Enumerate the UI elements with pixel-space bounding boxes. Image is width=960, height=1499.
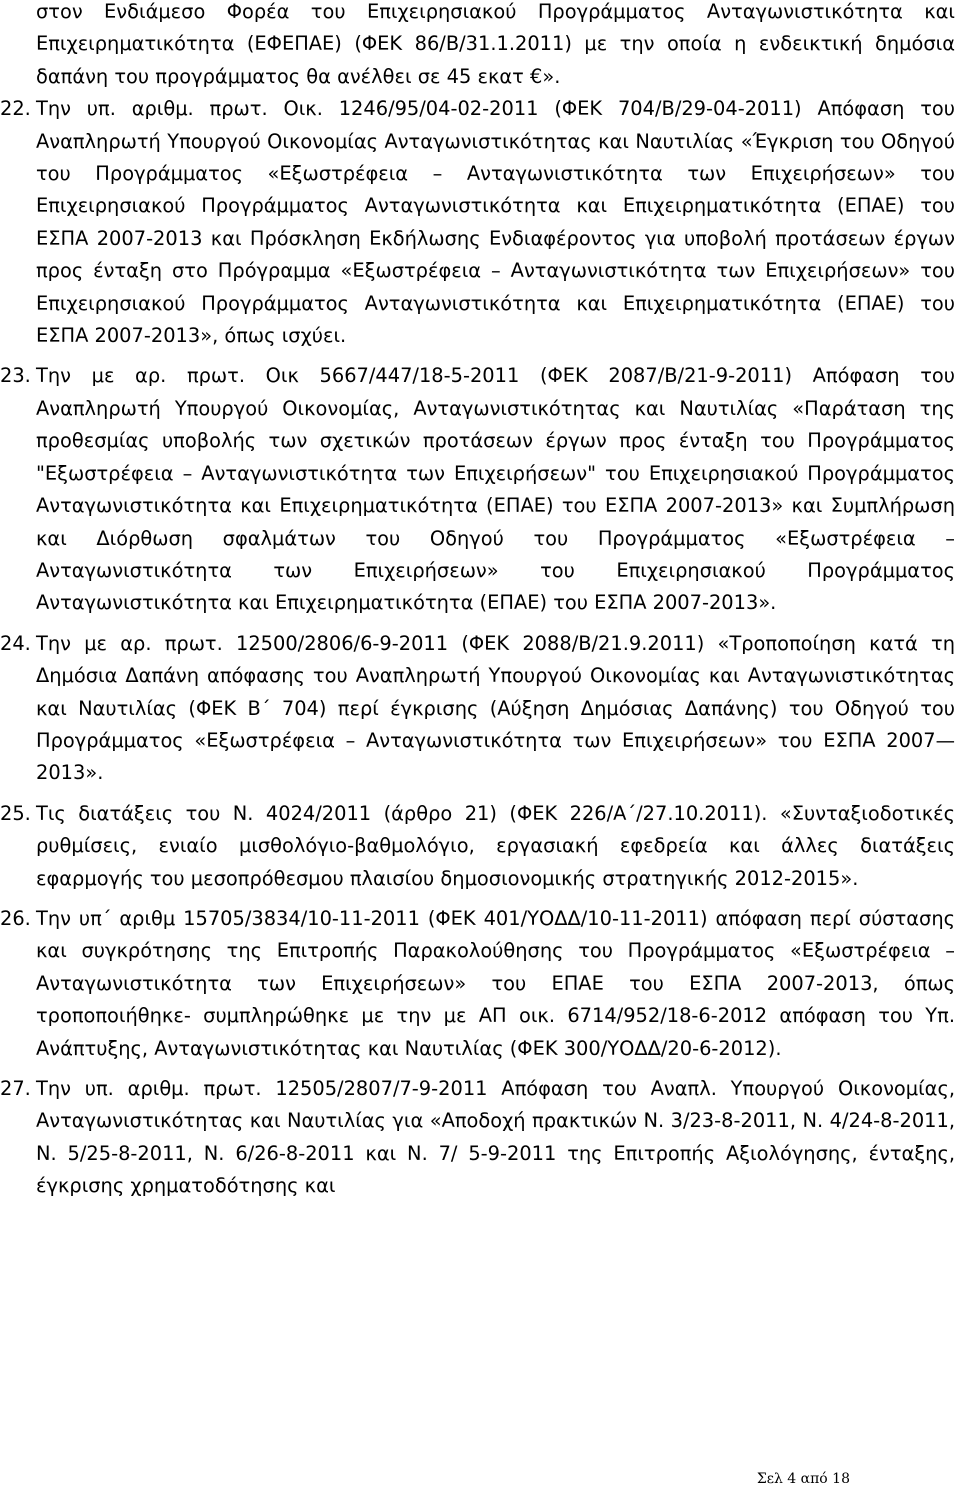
item-number: 25. xyxy=(0,801,31,825)
list-item-25 xyxy=(0,798,955,895)
item-number: 22. xyxy=(0,97,31,121)
page-number-footer: Σελ 4 από 18 xyxy=(756,1471,850,1487)
list-item-24 xyxy=(0,628,955,790)
item-text: Την υπ. αριθμ. πρωτ. Οικ. 1246/95/04-02-2011 (ΦΕΚ 704/Β/29-04-2011) Απόφαση του Αναπληρωτή Υπουργού Οικονομίας Ανταγωνιστικότητας και Ναυτιλίας «Έγκριση του Οδηγού του Προγράμματος «Εξωστρέφεια – Ανταγωνιστικότητα των Επιχειρήσεων» του Επιχειρησιακού Προγράμματος Ανταγωνιστικότητα και Επιχειρηματικότητα (ΕΠΑΕ) του ΕΣΠΑ 2007-2013 και Πρόσκληση Εκδήλωσης Ενδιαφέροντος για υποβολή προτάσεων έργων προς ένταξη στο Πρόγραμμα «Εξωστρέφεια – Ανταγωνιστικότητα των Επιχειρήσεων» του Επιχειρησιακού Προγράμματος Ανταγωνιστικότητα και Επιχειρηματικότητα (ΕΠΑΕ) του ΕΣΠΑ 2007-2013», όπως ισχύει. xyxy=(36,97,955,348)
list-item-27 xyxy=(0,1073,955,1203)
item-text: Την υπ. αριθμ. πρωτ. 12505/2807/7-9-2011 Απόφαση του Αναπλ. Υπουργού Οικονομίας, Ανταγωνιστικότητας και Ναυτιλίας για «Αποδοχή πρακτικών Ν. 3/23-8-2011, Ν. 4/24-8-2011, Ν. 5/25-8-2011, Ν. 6/26-8-2011 και Ν. 7/ 5-9-2011 της Επιτροπής Αξιολόγησης, ένταξης, έγκρισης χρηματοδότησης και xyxy=(36,1077,955,1198)
item-text: Την υπ΄ αριθμ 15705/3834/10-11-2011 (ΦΕΚ 401/ΥΟΔΔ/10-11-2011) απόφαση περί σύστασης και συγκρότησης της Επιτροπής Παρακολούθησης του Προγράμματος «Εξωστρέφεια – Ανταγωνιστικότητα των Επιχειρήσεων» του ΕΠΑΕ του ΕΣΠΑ 2007-2013, όπως τροποποιήθηκε- συμπληρώθηκε με την με ΑΠ οικ. 6714/952/18-6-2012 απόφαση του Υπ. Ανάπτυξης, Ανταγωνιστικότητας και Ναυτιλίας (ΦΕΚ 300/ΥΟΔΔ/20-6-2012). xyxy=(36,906,955,1060)
item-text: Την με αρ. πρωτ. 12500/2806/6-9-2011 (ΦΕΚ 2088/Β/21.9.2011) «Τροποποίηση κατά τη Δημόσια Δαπάνη απόφασης του Αναπληρωτή Υπουργού Οικονομίας και Ανταγωνιστικότητας και Ναυτιλίας (ΦΕΚ Β΄ 704) περί έγκρισης (Αύξηση Δημόσιας Δαπάνης) του Οδηγού του Προγράμματος «Εξωστρέφεια – Ανταγωνιστικότητα των Επιχειρήσεων» του ΕΣΠΑ 2007—2013». xyxy=(36,631,955,785)
intro-paragraph: στον Ενδιάμεσο Φορέα του Επιχειρησιακού Προγράμματος Ανταγωνιστικότητα και Επιχειρηματικότητα (ΕΦΕΠΑΕ) (ΦΕΚ 86/Β/31.1.2011) με την οποία η ενδεικτική δημόσια δαπάνη του προγράμματος θα ανέλθει σε 45 εκατ €». xyxy=(36,0,955,88)
item-number: 26. xyxy=(0,906,31,930)
item-number: 24. xyxy=(0,631,31,655)
list-item-22 xyxy=(0,93,955,352)
item-number: 27. xyxy=(0,1077,31,1100)
list-item-23 xyxy=(0,360,955,619)
item-text: Την με αρ. πρωτ. Οικ 5667/447/18-5-2011 (ΦΕΚ 2087/Β/21-9-2011) Απόφαση του Αναπληρωτή Υπουργού Οικονομίας, Ανταγωνιστικότητας και Ναυτιλίας «Παράταση της προθεσμίας υποβολής των σχετικών προτάσεων έργων προς ένταξη του Προγράμματος "Εξωστρέφεια – Ανταγωνιστικότητα των Επιχειρήσεων" του Επιχειρησιακού Προγράμματος Ανταγωνιστικότητα και Επιχειρηματικότητα (ΕΠΑΕ) του ΕΣΠΑ 2007-2013» και Συμπλήρωση και Διόρθωση σφαλμάτων του Οδηγού του Προγράμματος «Εξωστρέφεια – Ανταγωνιστικότητα των Επιχειρήσεων» του Επιχειρησιακού Προγράμματος Ανταγωνιστικότητα και Επιχειρηματικότητα (ΕΠΑΕ) του ΕΣΠΑ 2007-2013». xyxy=(36,364,955,615)
list-item-26 xyxy=(0,903,955,1065)
item-number: 23. xyxy=(0,364,31,388)
item-text: Τις διατάξεις του Ν. 4024/2011 (άρθρο 21) (ΦΕΚ 226/Α΄/27.10.2011). «Συνταξιοδοτικές ρυθμίσεις, ενιαίο μισθολόγιο-βαθμολόγιο, εργασιακή εφεδρεία και άλλες διατάξεις εφαρμογής του μεσοπρόθεσμου πλαισίου δημοσιονομικής στρατηγικής 2012-2015». xyxy=(36,801,955,890)
